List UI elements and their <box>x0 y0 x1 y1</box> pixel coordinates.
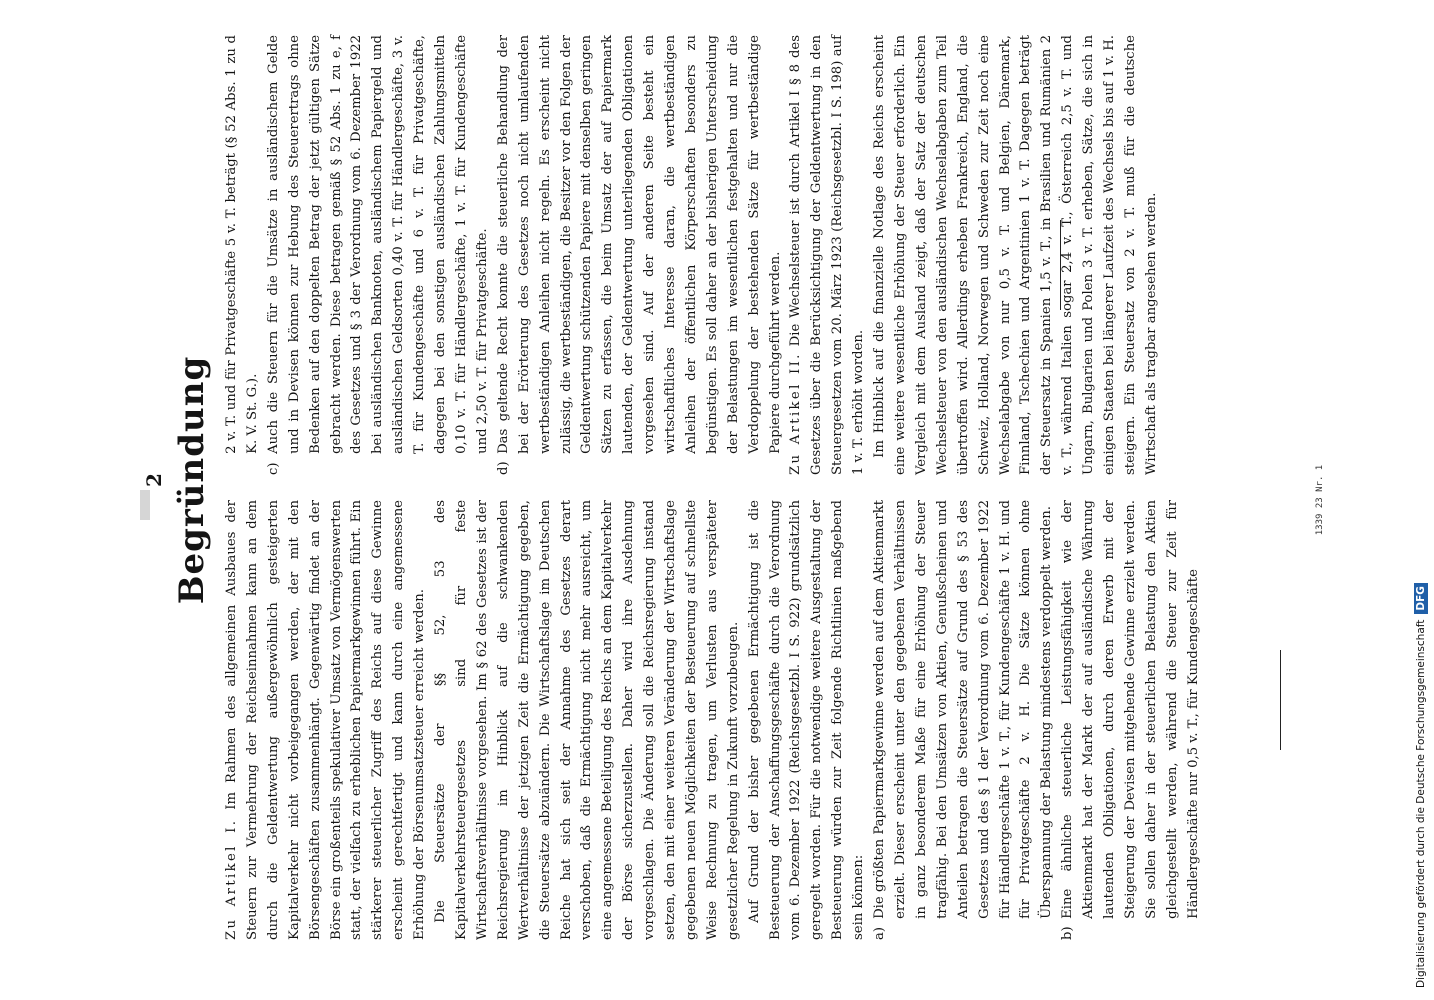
page-title: Begründung <box>172 355 212 605</box>
paragraph-bill-tax: Im Hinblick auf die finanzielle Notlage des Reichs erscheint eine weitere wesentliche Erhöhung der Steuer erforderlich. Ein Vergleich mit dem Ausland zeigt, daß der Satz der deutschen Wechselsteuer von den ausländischen Wechselabgaben zum Teil übertroffen wird. Allerdings erheben Frankreich, England, die Schweiz, Holland, Norwegen und Schweden zur Zeit noch eine Wechselabgabe von nur 0,5 v. T. und Belgien, Dänemark, Finnland, Tschechien und Argentinien 1 v. T. Dagegen beträgt der Steuersatz in Spanien 1,5 v. T., in Brasilien und Rumänien 2 v. T., während Italien sogar 2,4 v. T., Österreich 2,5 v. T. und Ungarn, Bulgarien und Polen 3 v. T. erheben, Sätze, die sich in einigen Staaten bei längerer Laufzeit des Wechsels bis auf 1 v. H. steigern. Ein Steuersatz von 2 v. T. muß für die deutsche Wirtschaft als tragbar angesehen werden. <box>872 35 1159 475</box>
document-page <box>130 0 1380 960</box>
left-column <box>222 500 1205 940</box>
list-item-c <box>264 35 494 475</box>
end-rule-right <box>1060 220 1061 310</box>
paragraph-article-1 <box>222 500 431 940</box>
list-marker-b: b) <box>1060 926 1076 940</box>
paragraph-article-2 <box>786 35 870 475</box>
end-rule-left <box>1280 650 1281 750</box>
list-item-b <box>1058 500 1204 940</box>
list-item-a <box>870 500 1058 940</box>
article-2-text: Die Wechselsteuer ist durch Artikel I § 8 des Gesetzes über die Berücksichtigung der Geldentwertung in den Steuergesetzen vom 20. März 1923 (Reichsgesetzbl. I S. 198) auf 1 v. T. erhöht worden. <box>788 35 867 475</box>
list-item-d <box>494 35 787 475</box>
right-column <box>222 35 1163 475</box>
paragraph-guidelines: Auf Grund der bisher gegebenen Ermächtigung ist die Besteuerung der Anschaffungsgeschäfte durch die Verordnung vom 6. Dezember 1922 (Reichsgesetzbl. I S. 922) grundsätzlich geregelt worden. Für die notwendige weitere Ausgestaltung der Besteuerung würden zur Zeit folgende Richtlinien maßgebend sein können: <box>746 500 867 940</box>
dfg-logo: DFG <box>1414 583 1428 614</box>
page-number: 2 <box>142 473 166 487</box>
list-item-d-text: Das geltende Recht konnte die steuerliche Behandlung der bei der Erörterung des Gesetzes noch nicht umlaufenden wertbeständigen Anleihen nicht regeln. Es erscheint nicht zulässig, die wertbeständigen, die Besitzer vor den Folgen der Geldentwertung schützenden Papiere mit denselben geringen Sätzen zu erfassen, die beim Umsatz der auf Papiermark lautenden, der Geldentwertung unterliegenden Obligationen vorgesehen sind. Auf der anderen Seite besteht ein wirtschaftliches Interesse daran, die wertbeständigen Anleihen der öffentlichen Körperschaften besonders zu begünstigen. Es soll daher an der bisherigen Unterscheidung der Belastungen im wesentlichen festgehalten und nur die Verdoppelung der bestehenden Sätze für wertbeständige Papiere durchgeführt werden. <box>495 35 783 454</box>
digitization-stamp-inner <box>1410 8 1432 988</box>
list-item-b-continuation: 2 v. T. und für Privatgeschäfte 5 v. T. beträgt (§ 52 Abs. 1 zu d K. V. St. G.). <box>224 35 260 454</box>
scan-reference <box>1312 440 1328 560</box>
list-marker-d: d) <box>495 461 511 475</box>
article-2-heading: Zu Artikel II. <box>788 352 804 475</box>
digitization-note: Digitalisierung gefördert durch die Deutsche Forschungsgemeinschaft <box>1415 619 1427 988</box>
article-1-heading: Zu Artikel I. <box>224 818 239 940</box>
list-item-a-text: Die größten Papiermarkgewinne werden auf dem Aktienmarkt erzielt. Dieser erscheint unter den gegebenen Verhältnissen in ganz besonderem Maße für eine Erhöhung der Steuer tragfähig. Bei den Umsätzen von Aktien, Genußscheinen und Anteilen betragen die Steuersätze auf Grund des § 53 des Gesetzes und des § 1 der Verordnung vom 6. Dezember 1922 für Händlergeschäfte 1 v. T., für Kundengeschäfte 1 v. H. und für Privatgeschäfte 2 v. H. Die Sätze können ohne Überspannung der Belastung mindestens verdoppelt werden. <box>872 500 1055 919</box>
scan-reference-text: 1339 23 Nr. 1 <box>1315 464 1325 536</box>
paragraph-tax-rates: Die Steuersätze der §§ 52, 53 des Kapitalverkehrsteuergesetzes sind für feste Wirtschaftsverhältnisse vorgesehen. Im § 62 des Gesetzes ist der Reichsregierung im Hinblick auf die schwankenden Wertverhältnisse der jetzigen Zeit die Ermächtigung gegeben, die Steuersätze abzuändern. Die Wirtschaftslage im Deutschen Reiche hat sich seit der Annahme des Gesetzes derart verschoben, daß die Ermächtigung nicht mehr ausreicht, um eine angemessene Beteiligung des Reichs an dem Kapitalverkehr der Börse sicherzustellen. Daher wird ihre Ausdehnung vorgeschlagen. Die Änderung soll die Reichsregierung instand setzen, den mit einer weiteren Veränderung der Wirtschaftslage gegebenen neuen Möglichkeiten der Besteuerung auf schnellste Weise Rechnung zu tragen, um Verlusten aus verspäteter gesetzlicher Regelung in Zukunft vorzubeugen. <box>433 500 741 940</box>
list-marker-a: a) <box>872 926 888 940</box>
list-item-b-text: Eine ähnliche steuerliche Leistungsfähigkeit wie der Aktienmarkt hat der Markt der auf ausländische Währung lautenden Obligationen, durch deren Erwerb mit der Steigerung der Devisen mitgehende Gewinne erzielt werden. Sie sollen daher in der steuerlichen Belastung den Aktien gleichgestellt werden, während die Steuer zur Zeit für Händlergeschäfte nur 0,5 v. T., für Kundengeschäfte <box>1060 500 1201 919</box>
list-marker-c: c) <box>265 462 281 475</box>
list-item-c-text: Auch die Steuern für die Umsätze in ausländischem Gelde und in Devisen können zur Hebung des Steuerertrags ohne Bedenken auf den doppelten Betrag der jetzt gültigen Sätze gebracht werden. Diese betragen gemäß § 52 Abs. 1 zu e, f des Gesetzes und § 3 der Verordnung vom 6. Dezember 1922 bei ausländischen Banknoten, ausländischem Papiergeld und ausländischen Geldsorten 0,40 v. T. für Händlergeschäfte, 3 v. T. für Kundengeschäfte und 6 v. T. für Privatgeschäfte, dagegen bei den sonstigen ausländischen Zahlungsmitteln 0,10 v. T. für Händlergeschäfte, 1 v. T. für Kundengeschäfte und 2,50 v. T. für Privatgeschäfte. <box>265 35 490 454</box>
article-1-text: Im Rahmen des allgemeinen Ausbaues der Steuern zur Vermehrung der Reichseinnahmen kann an dem durch die Geldentwertung außergewöhnlich gesteigerten Kapitalverkehr nicht vorbeigegangen werden, der mit den Börsengeschäften zusammenhängt. Gegenwärtig findet an der Börse ein großenteils spekulativer Umsatz von Vermögenswerten statt, der vielfach zu erheblichen Papiermarkgewinnen führt. Ein stärkerer steuerlicher Zugriff des Reichs auf diese Gewinne erscheint gerechtfertigt und kann durch eine angemessene Erhöhung der Börsenumsatzsteuer erreicht werden. <box>224 500 428 940</box>
digitization-stamp <box>1410 8 1432 988</box>
